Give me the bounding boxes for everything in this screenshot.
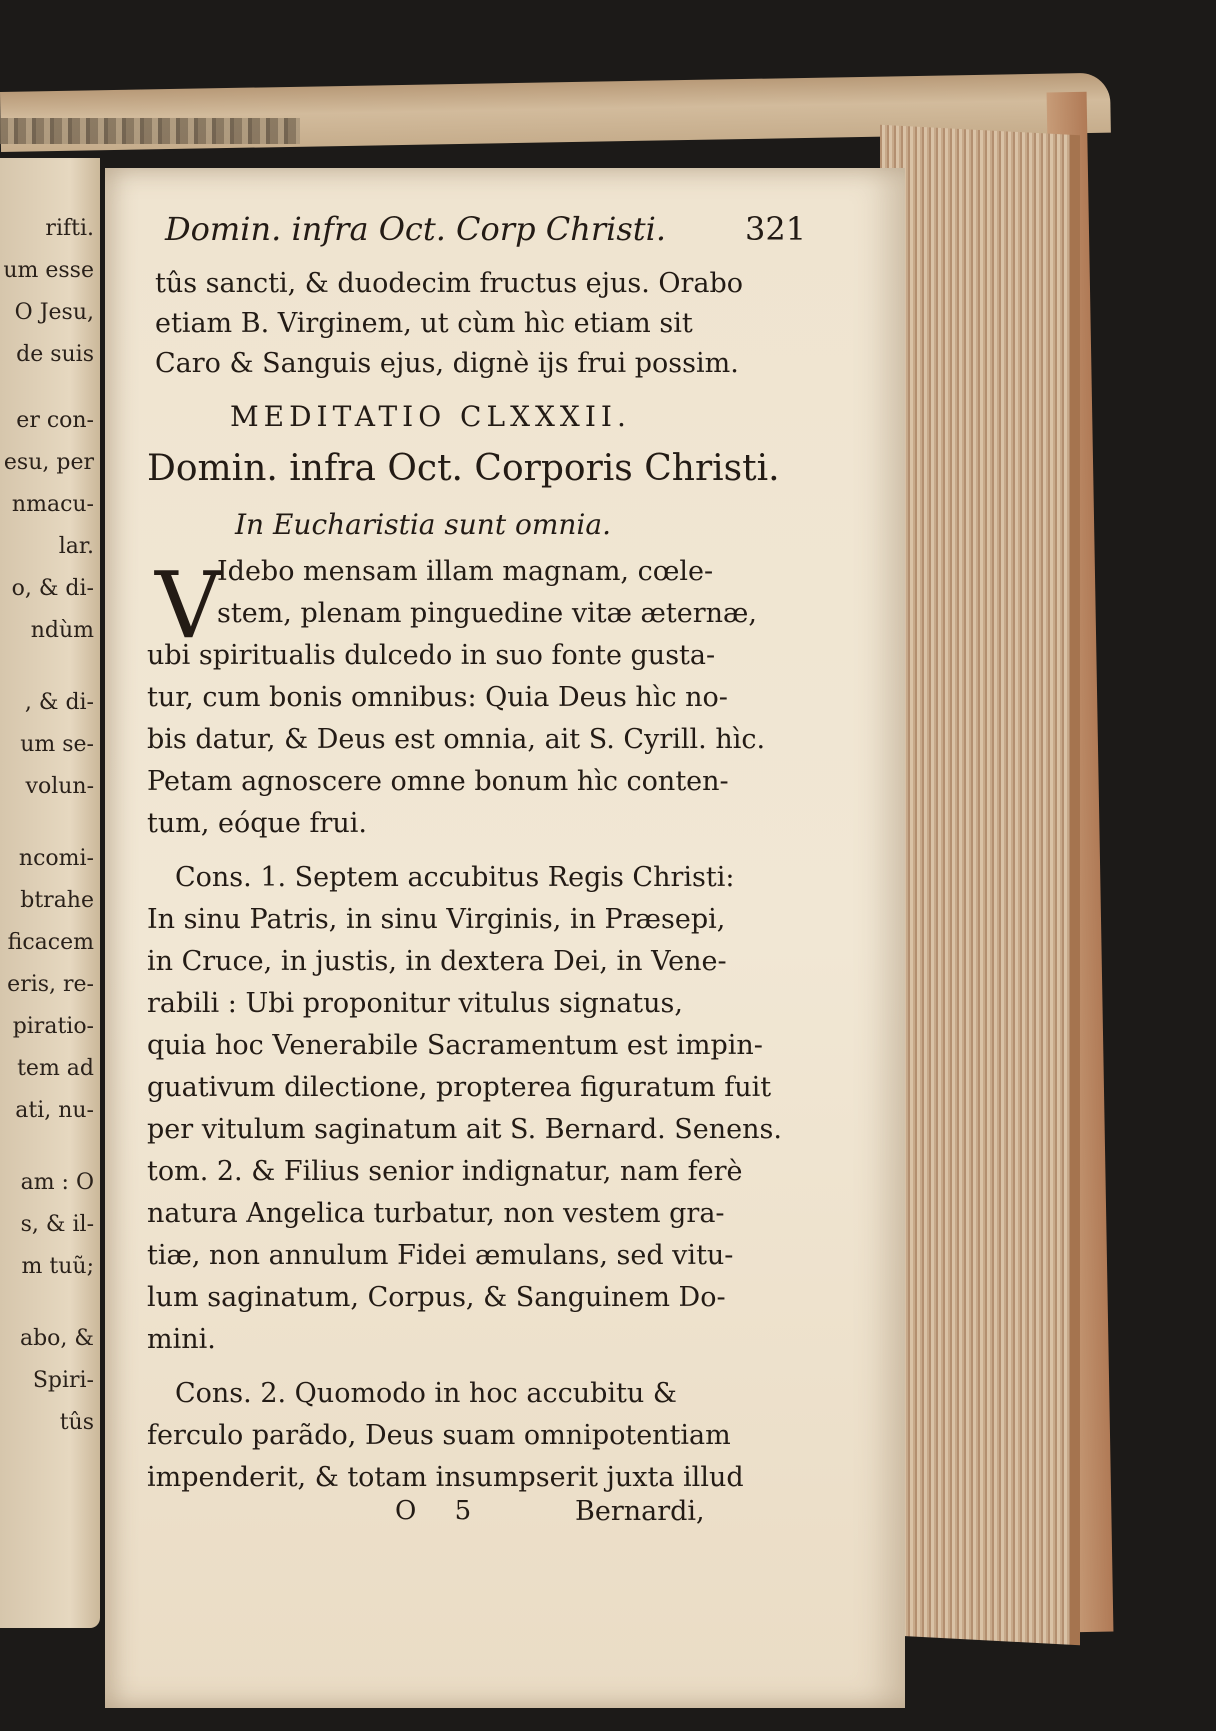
left-facing-page	[0, 158, 100, 1628]
text-line: Caro & Sanguis ejus, dignè ijs frui possim.	[155, 348, 739, 379]
left-page-fragment: abo, &	[19, 1326, 94, 1351]
left-page-fragment: O Jesu,	[14, 300, 94, 325]
body-line: tur, cum bonis omnibus: Quia Deus hìc no-	[147, 682, 728, 713]
left-page-fragment: , & di-	[24, 690, 94, 715]
left-page-fragment: eris, re-	[7, 972, 94, 997]
body-line: guativum dilectione, propterea figuratum fuit	[147, 1072, 772, 1103]
body-line: quia hoc Venerabile Sacramentum est impin-	[147, 1030, 763, 1061]
left-page-fragment: am : O	[20, 1170, 94, 1195]
text-line: etiam B. Virginem, ut cùm hìc etiam sit	[155, 308, 693, 339]
body-line: ferculo parãdo, Deus suam omnipotentiam	[147, 1420, 731, 1451]
body-line: In sinu Patris, in sinu Virginis, in Præsepi,	[147, 904, 726, 935]
body-line: bis datur, & Deus est omnia, ait S. Cyrill. hìc.	[147, 724, 766, 755]
catchword: Bernardi,	[575, 1496, 705, 1527]
body-line: tom. 2. & Filius senior indignatur, nam ferè	[147, 1156, 743, 1187]
left-page-fragment: nmacu-	[11, 492, 94, 517]
body-line: in Cruce, in justis, in dextera Dei, in Vene-	[147, 946, 727, 977]
left-page-fragment: er con-	[16, 408, 94, 433]
left-page-fragment: s, & il-	[20, 1212, 94, 1237]
spine-ornament	[0, 118, 300, 144]
left-page-fragment: m tuũ;	[21, 1254, 94, 1279]
section-title: Domin. infra Oct. Corporis Christi.	[147, 448, 780, 489]
body-line: tum, eóque frui.	[147, 808, 367, 839]
body-line: Petam agnoscere omne bonum hìc conten-	[147, 766, 729, 797]
body-line: tiæ, non annulum Fidei æmulans, sed vitu-	[147, 1240, 734, 1271]
page-fore-edge	[880, 125, 1080, 1645]
body-line: per vitulum saginatum ait S. Bernard. Senens.	[147, 1114, 782, 1145]
left-page-fragment: ncomi-	[18, 846, 94, 871]
signature-mark: O 5	[395, 1496, 472, 1526]
body-line: lum saginatum, Corpus, & Sanguinem Do-	[147, 1282, 726, 1313]
left-page-fragment: tem ad	[17, 1056, 94, 1081]
body-line: Cons. 2. Quomodo in hoc accubitu &	[175, 1378, 677, 1409]
left-page-fragment: rifti.	[45, 216, 94, 241]
left-page-fragment: um se-	[20, 732, 94, 757]
left-page-fragment: ficacem	[7, 930, 94, 955]
section-subtitle: In Eucharistia sunt omnia.	[235, 508, 611, 541]
left-page-fragment: piratio-	[12, 1014, 94, 1039]
left-page-fragment: um esse	[3, 258, 94, 283]
body-line: natura Angelica turbatur, non vestem gra-	[147, 1198, 725, 1229]
body-line: rabili : Ubi proponitur vitulus signatus,	[147, 988, 683, 1019]
left-page-fragment: btrahe	[20, 888, 94, 913]
left-page-fragment: lar.	[58, 534, 94, 559]
meditatio-heading: MEDITATIO CLXXXII.	[230, 400, 631, 433]
left-page-fragment: volun-	[25, 774, 94, 799]
body-line: impenderit, & totam insumpserit juxta illud	[147, 1462, 744, 1493]
body-line: Idebo mensam illam magnam, cœle-	[217, 556, 714, 587]
page-number: 321	[745, 210, 807, 248]
left-page-fragment: esu, per	[3, 450, 94, 475]
body-line: mini.	[147, 1324, 216, 1355]
left-page-fragment: de suis	[16, 342, 94, 367]
left-page-fragment: tûs	[59, 1410, 94, 1435]
text-line: tûs sancti, & duodecim fructus ejus. Orabo	[155, 268, 744, 299]
right-page	[105, 168, 905, 1708]
running-header: Domin. infra Oct. Corp Christi.	[165, 210, 667, 248]
left-page-fragment: o, & di-	[11, 576, 94, 601]
body-line: ubi spiritualis dulcedo in suo fonte gusta-	[147, 640, 716, 671]
body-line: stem, plenam pinguedine vitæ æternæ,	[217, 598, 758, 629]
left-page-fragment: Spiri-	[32, 1368, 94, 1393]
left-page-fragment: ndùm	[30, 618, 94, 643]
left-page-fragment: ati, nu-	[15, 1098, 94, 1123]
drop-cap: V	[155, 552, 222, 659]
body-line: Cons. 1. Septem accubitus Regis Christi:	[175, 862, 735, 893]
